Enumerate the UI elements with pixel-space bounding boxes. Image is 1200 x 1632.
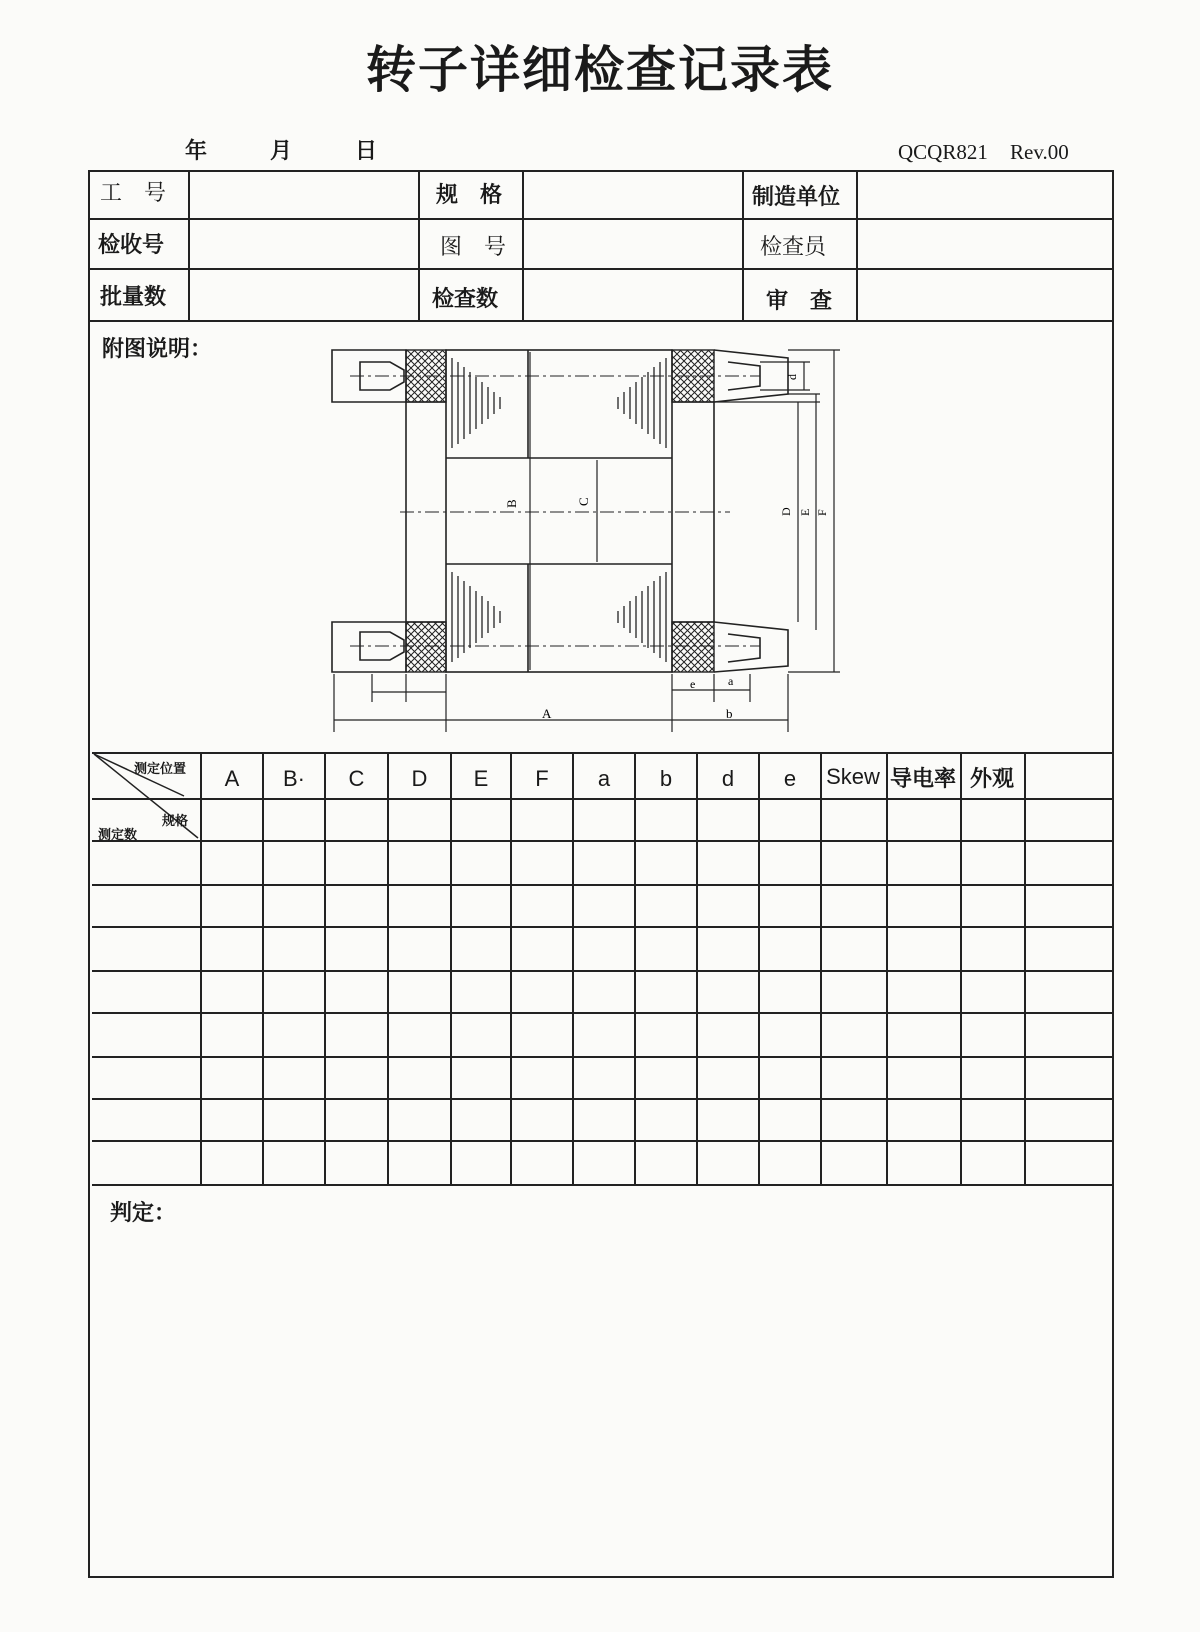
batch-quantity-label: 批量数 [100,285,167,310]
table-col-line [324,752,326,1184]
header-col-divider [742,170,744,320]
table-row-line [92,840,1112,842]
inspector-field[interactable] [858,220,1112,266]
dim-label-d-upper: D [779,507,793,516]
date-day-label: 日 [355,139,378,164]
inspector-label: 检查员 [760,235,827,260]
header-col-divider [418,170,420,320]
table-row-line [92,884,1112,886]
table-col-line [510,752,512,1184]
table-row-line [92,1056,1112,1058]
date-year-label: 年 [185,139,208,164]
judgement-label: 判定： [110,1201,177,1226]
table-row-line [92,1140,1112,1142]
spec-label: 规 格 [436,183,503,208]
table-col-line [387,752,389,1184]
review-label: 审 查 [766,289,833,314]
col-header-b: B· [283,766,305,791]
form-title: 转子详细检查记录表 [366,40,834,99]
dim-label-b: B [504,499,519,508]
corner-spec-label: 规格 [162,814,189,829]
col-header-e: E [473,766,489,791]
table-col-line [262,752,264,1184]
inspect-quantity-field[interactable] [524,270,740,318]
judgement-area[interactable] [100,1230,1100,1560]
table-bottom-border [92,1184,1112,1186]
dim-label-b-lower: b [726,706,733,721]
table-row-line [92,1098,1112,1100]
dim-label-a-lower: a [728,674,734,688]
col-header-c: C [348,766,365,791]
table-col-line [758,752,760,1184]
table-top-border [92,752,1112,754]
col-header-conductivity: 导电率 [889,767,956,792]
date-month-label: 月 [270,139,293,164]
dim-label-f: F [815,509,829,516]
col-header-d-small: d [721,766,735,791]
dim-label-e-lower: e [690,677,696,691]
receipt-number-field[interactable] [190,220,416,266]
col-header-e-small: e [783,766,797,791]
dim-label-a-upper: A [542,706,552,721]
figure-caption: 附图说明： [102,337,213,362]
table-col-line [960,752,962,1184]
review-field[interactable] [858,270,1112,318]
col-header-skew: Skew [826,764,880,789]
col-header-f: F [535,766,549,791]
rotor-diagram [320,340,860,740]
col-header-d: D [411,766,428,791]
dim-label-c: C [576,497,591,506]
table-col-line [572,752,574,1184]
table-row-line [92,970,1112,972]
drawing-number-label: 图 号 [440,235,507,260]
col-header-b-small: b [659,766,673,791]
col-header-appearance: 外观 [969,767,1014,792]
table-col-line [200,752,202,1184]
batch-quantity-field[interactable] [190,270,416,318]
job-number-label: 工 号 [100,181,167,206]
table-col-line [450,752,452,1184]
col-header-a-small: a [597,766,611,791]
drawing-number-field[interactable] [524,220,740,266]
table-col-line [886,752,888,1184]
col-header-a: A [224,766,240,791]
table-row-line [92,926,1112,928]
spec-field[interactable] [524,172,740,216]
dim-label-d-lower: d [785,374,799,380]
inspect-quantity-label: 检查数 [432,287,499,312]
corner-count-label: 测定数 [98,828,138,843]
document-code: QCQR821 [898,140,988,164]
table-row-line [92,798,1112,800]
corner-position-label: 测定位置 [134,762,187,777]
table-row-line [92,1012,1112,1014]
table-col-line [634,752,636,1184]
job-number-field[interactable] [190,172,416,216]
revision-code: Rev.00 [1010,140,1069,164]
receipt-number-label: 检收号 [98,233,165,258]
maker-label: 制造单位 [752,185,841,210]
table-col-line [820,752,822,1184]
table-col-line [1024,752,1026,1184]
header-row-divider [88,320,1114,322]
maker-field[interactable] [858,172,1112,216]
table-col-line [696,752,698,1184]
dim-label-e-upper: E [798,508,812,516]
